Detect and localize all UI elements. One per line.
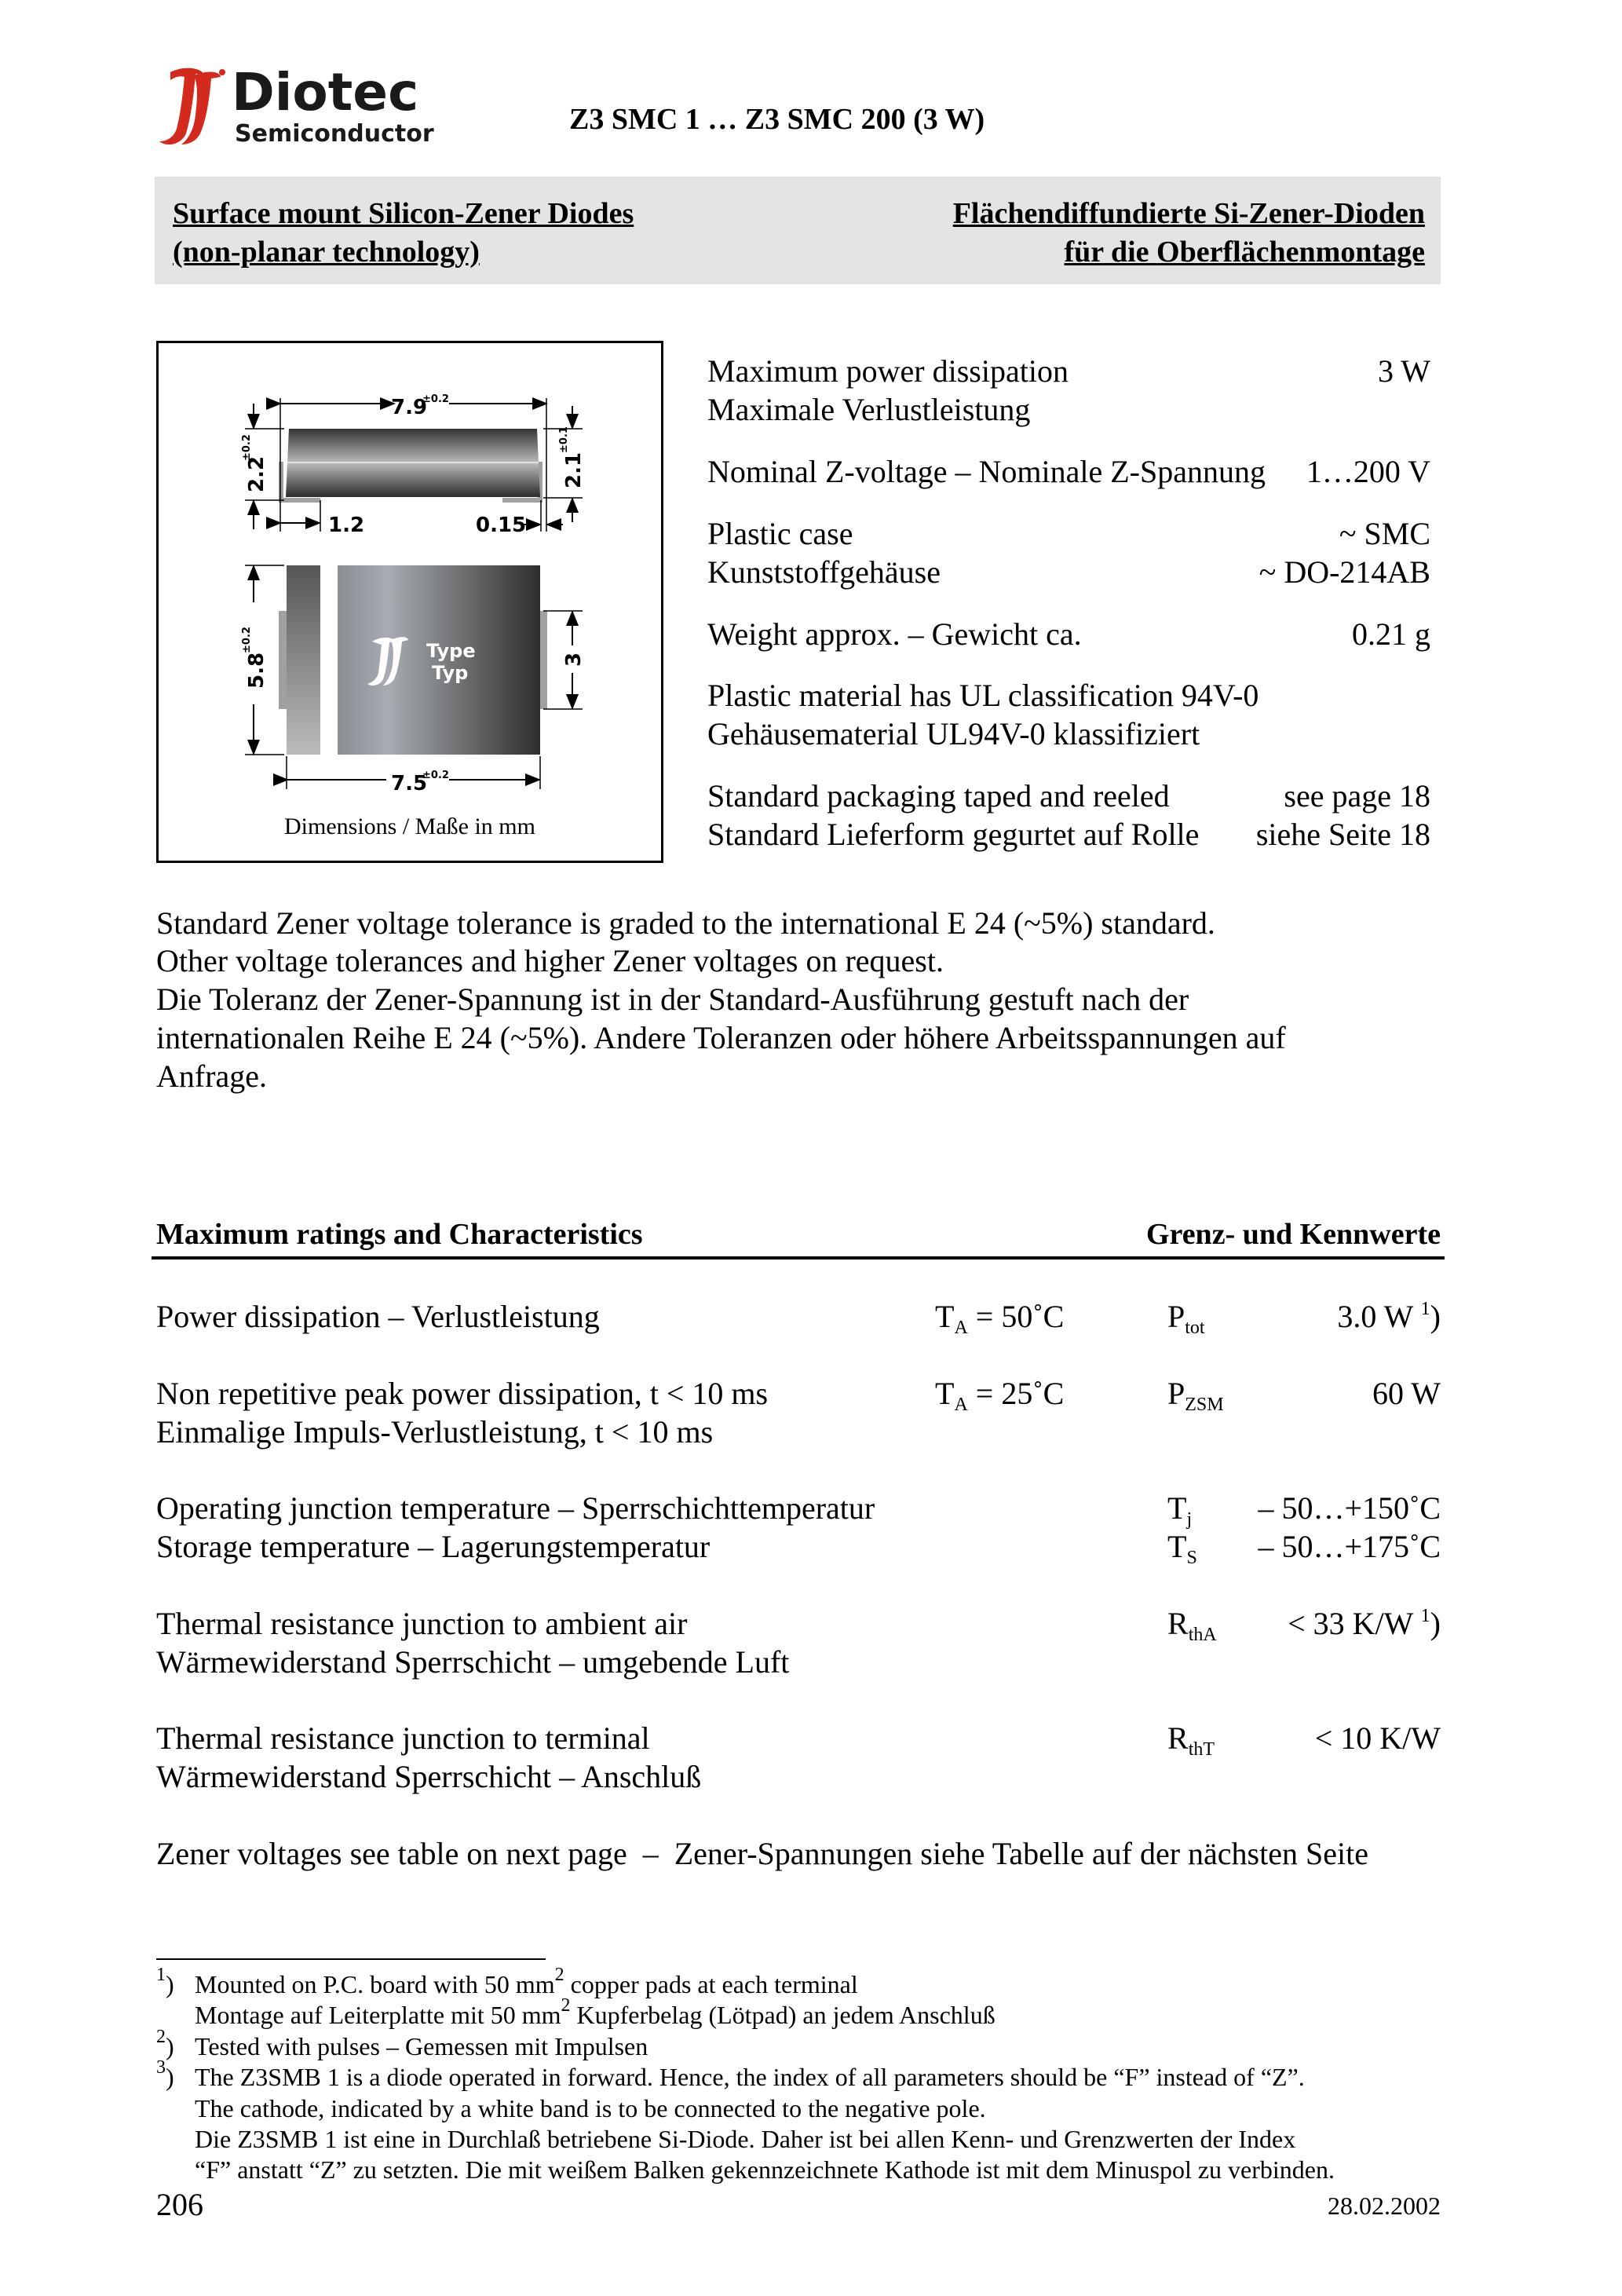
svg-text:±0.1: ±0.1 [558, 426, 570, 453]
rating-label: Thermal resistance junction to ambient air [156, 1606, 688, 1641]
footnote-marker: $^1$) [156, 1965, 174, 1998]
rating-label: Thermal resistance junction to terminal [156, 1720, 650, 1756]
spec-label: Maximale Verlustleistung [707, 392, 1031, 427]
rating-label: Einmalige Impuls-Verlustleistung, t < 10 ms [156, 1414, 714, 1450]
svg-text:2.1: 2.1 [562, 452, 586, 488]
svg-text:±0.2: ±0.2 [241, 627, 253, 653]
top-view [241, 565, 586, 795]
svg-text:Diotec: Diotec [232, 63, 419, 122]
spec-label: Standard Lieferform gegurtet auf Rolle [707, 817, 1200, 852]
rating-symbol: $P_{ZSM}$ [1167, 1376, 1224, 1415]
spec-value: 1…200 V [1306, 454, 1430, 489]
title-en-line2: (non-planar technology) [173, 236, 480, 269]
rating-value: 3.0 W $^1$) [1337, 1299, 1441, 1334]
footnote-marker: $^2$) [156, 2027, 174, 2060]
rating-value: – 50…+150˚C [1258, 1490, 1441, 1526]
title-de-line1: Flächendiffundierte Si-Zener-Dioden [952, 197, 1425, 230]
spec-label: Kunststoffgehäuse [707, 554, 941, 590]
paragraph-line: Standard Zener voltage tolerance is graded to the international E 24 (~5%) standard. [156, 905, 1215, 941]
section-rule [152, 1256, 1445, 1260]
spec-value: 0.21 g [1352, 616, 1430, 652]
footnote-text: “F” anstatt “Z” zu setzten. Die mit weißem Balken gekennzeichnete Kathode ist mit dem Minuspol zu verbinden. [195, 2155, 1335, 2184]
paragraph-line: internationalen Reihe E 24 (~5%). Andere Toleranzen oder höhere Arbeitsspannungen auf [156, 1020, 1286, 1055]
footnote-text: Montage auf Leiterplatte mit 50 $mm^2$ Kupferbelag (Lötpad) an jedem Anschluß [195, 1995, 995, 2029]
spec-label: Gehäusematerial UL94V-0 klassifiziert [707, 716, 1200, 751]
spec-value: ~ DO-214AB [1259, 554, 1430, 590]
svg-text:Semiconductor: Semiconductor [235, 120, 434, 148]
svg-text:7.9: 7.9 [391, 396, 428, 419]
footnote-text: Tested with pulses – Gemessen mit Impulsen [195, 2032, 648, 2060]
document-date: 28.02.2002 [1328, 2192, 1441, 2220]
svg-text:5.8: 5.8 [245, 652, 269, 689]
rating-value: 60 W [1372, 1376, 1441, 1411]
spec-value: 3 W [1377, 353, 1430, 389]
zener-table-note: Zener voltages see table on next page – Zener-Spannungen siehe Tabelle auf der nächsten Seite [156, 1836, 1368, 1871]
rating-label: Storage temperature – Lagerungstemperatur [156, 1529, 711, 1564]
footnote-marker: $^3$) [156, 2057, 174, 2091]
rating-symbol: $R_{thT}$ [1167, 1720, 1215, 1760]
footnote-text: Mounted on P.C. board with 50 $mm^2$ copper pads at each terminal [195, 1965, 858, 1998]
dimensions-diagram [156, 341, 663, 863]
svg-text:2.2: 2.2 [245, 455, 269, 492]
svg-text:1.2: 1.2 [328, 514, 365, 537]
rating-label: Operating junction temperature – Sperrschichttemperatur [156, 1490, 875, 1526]
rating-label: Non repetitive peak power dissipation, t < 10 ms [156, 1376, 769, 1411]
spec-label: Plastic material has UL classification 94V-0 [707, 678, 1259, 713]
rating-label: Wärmewiderstand Sperrschicht – Anschluß [156, 1759, 702, 1794]
rating-label: Wärmewiderstand Sperrschicht – umgebende Luft [156, 1644, 790, 1680]
document-title: Z3 SMC 1 … Z3 SMC 200 (3 W) [569, 103, 985, 136]
rating-label: Power dissipation – Verlustleistung [156, 1299, 600, 1334]
ratings-title-de: Grenz- und Kennwerte [1145, 1218, 1441, 1251]
paragraph-line: Other voltage tolerances and higher Zener voltages on request. [156, 943, 944, 978]
paragraph-line: Die Toleranz der Zener-Spannung ist in der Standard-Ausführung gestuft nach der [156, 982, 1189, 1017]
svg-text:Typ: Typ [432, 662, 469, 684]
footnote-text: The Z3SMB 1 is a diode operated in forward. Hence, the index of all parameters should be “F” instead of “Z”. [195, 2063, 1305, 2091]
svg-text:±0.2: ±0.2 [422, 770, 449, 781]
rating-value: < 33 K/W $^1$) [1288, 1606, 1441, 1641]
diagram-caption: Dimensions / Maße in mm [284, 813, 535, 839]
rating-symbol: $P_{tot}$ [1167, 1299, 1205, 1338]
spec-label: Standard packaging taped and reeled [707, 778, 1170, 813]
logo-mark-icon [159, 68, 221, 144]
title-de-line2: für die Oberflächenmontage [1064, 236, 1425, 269]
paragraph-line: Anfrage. [156, 1058, 268, 1094]
svg-text:Type: Type [426, 640, 476, 662]
svg-text:±0.2: ±0.2 [422, 393, 449, 405]
svg-text:3: 3 [562, 652, 586, 667]
svg-text:0.15: 0.15 [476, 514, 527, 537]
spec-value: ~ SMC [1339, 516, 1430, 551]
title-en-line1: Surface mount Silicon-Zener Diodes [173, 197, 634, 230]
spec-label: Maximum power dissipation [707, 353, 1069, 389]
page-number: 206 [156, 2187, 203, 2222]
rating-symbol: $T_j$ [1167, 1490, 1193, 1530]
spec-value: siehe Seite 18 [1255, 817, 1430, 852]
rating-condition: $T_A$ = 25˚C [935, 1376, 1065, 1415]
footnote-text: The cathode, indicated by a white band is to be connected to the negative pole. [195, 2094, 986, 2122]
spec-label: Weight approx. – Gewicht ca. [707, 616, 1082, 652]
svg-text:7.5: 7.5 [391, 772, 428, 795]
rating-value: – 50…+175˚C [1258, 1529, 1441, 1564]
svg-text:±0.2: ±0.2 [241, 434, 253, 461]
footnote-rule [156, 1958, 546, 1960]
rating-symbol: $R_{thA}$ [1167, 1606, 1217, 1645]
spec-value: see page 18 [1284, 778, 1430, 813]
rating-value: < 10 K/W [1314, 1720, 1441, 1756]
side-view [241, 393, 586, 537]
diotec-logo [155, 63, 437, 155]
footnote-text: Die Z3SMB 1 ist eine in Durchlaß betriebene Si-Diode. Daher ist bei allen Kenn- und Grenzwerten der Index [195, 2125, 1296, 2153]
ratings-title-en: Maximum ratings and Characteristics [156, 1218, 643, 1251]
spec-label: Nominal Z-voltage – Nominale Z-Spannung [707, 454, 1266, 489]
rating-condition: $T_A$ = 50˚C [935, 1299, 1065, 1338]
rating-symbol: $T_S$ [1167, 1529, 1197, 1568]
spec-label: Plastic case [707, 516, 853, 551]
